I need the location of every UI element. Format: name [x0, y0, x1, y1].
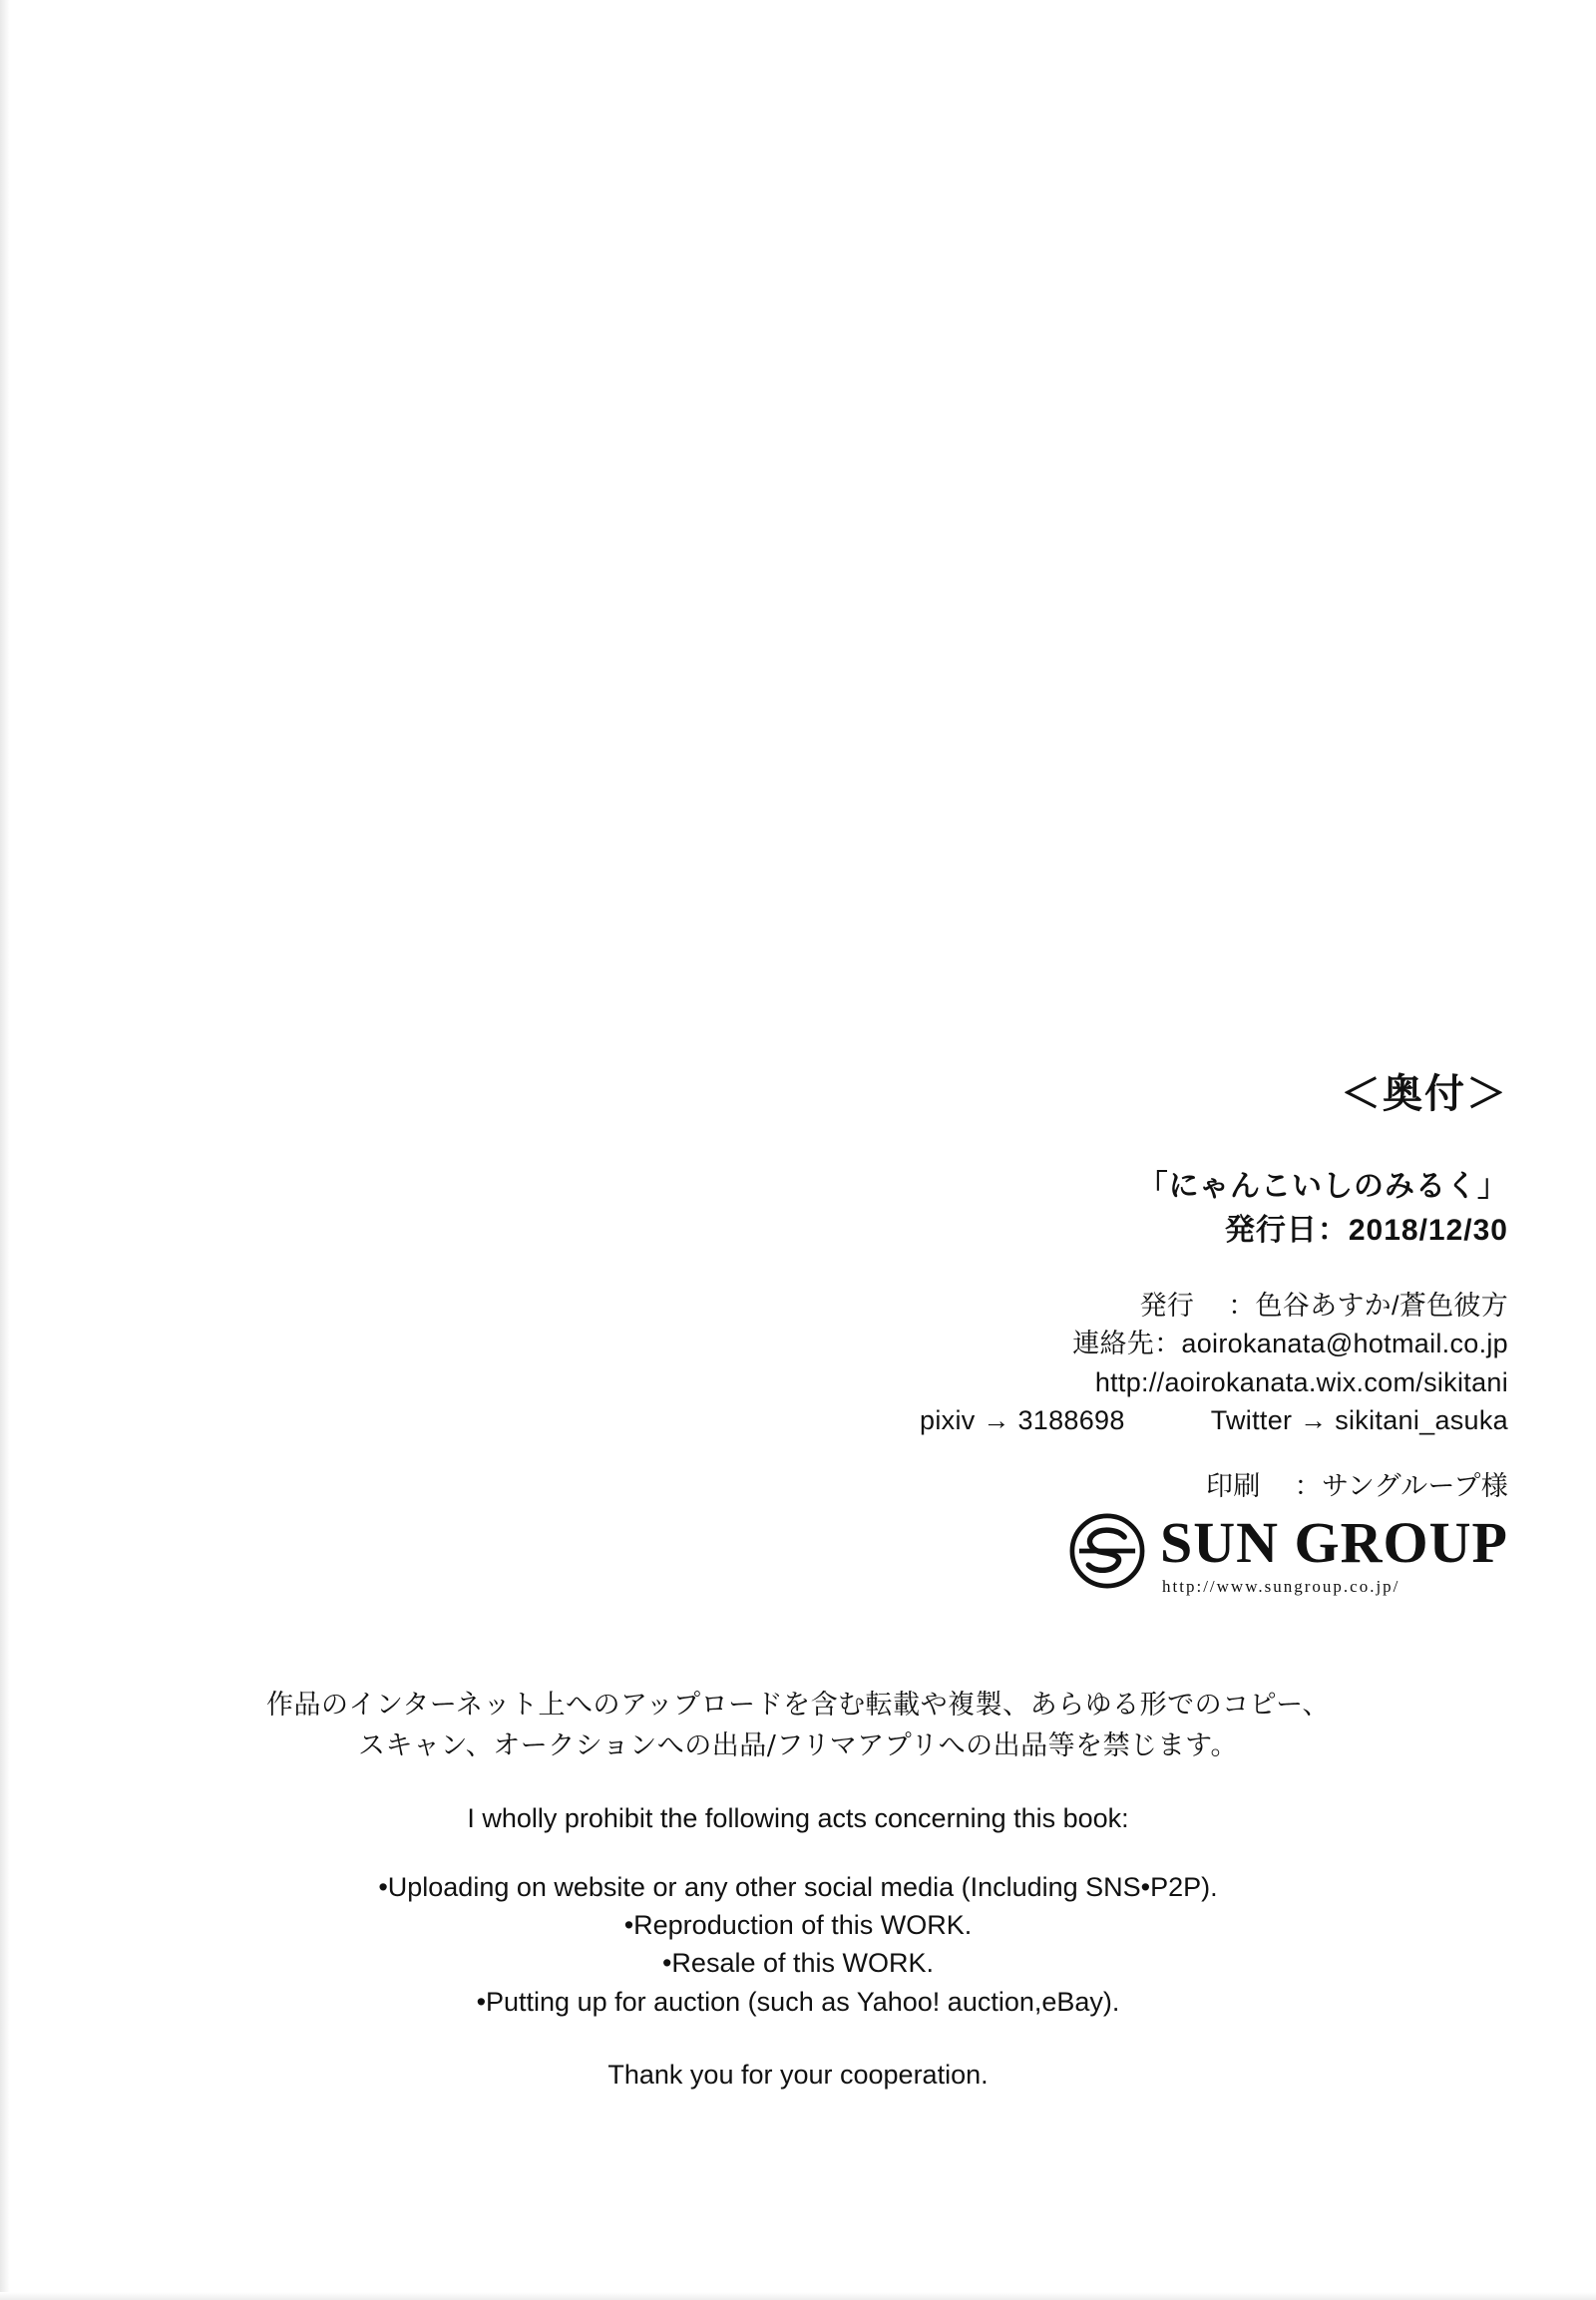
publisher-row	[511, 1287, 1508, 1325]
sun-group-wordmark-wrap	[1160, 1512, 1508, 1595]
website-row	[511, 1363, 1508, 1401]
notice-prohibited-list	[0, 1868, 1596, 2021]
sun-group-logo	[511, 1512, 1508, 1595]
credits-block	[511, 1287, 1508, 1439]
printer-value: ：サングループ様	[1294, 1471, 1508, 1502]
list-item: •Putting up for auction (such as Yahoo! auction,eBay).	[476, 1986, 1120, 2017]
list-item: •Uploading on website or any other social media (Including SNS•P2P).	[378, 1871, 1218, 1902]
contact-label: 連絡先	[1072, 1329, 1155, 1359]
list-item: •Reproduction of this WORK.	[623, 1910, 973, 1941]
page-bottom-edge-shading	[0, 2292, 1596, 2300]
colophon-heading: ＜奥付＞	[1341, 1072, 1508, 1116]
contact-row	[511, 1325, 1508, 1362]
pixiv-handle: pixiv → 3188698	[920, 1404, 1125, 1435]
twitter-handle: Twitter → sikitani_asuka	[1210, 1404, 1508, 1435]
social-row	[511, 1401, 1508, 1439]
notice-japanese	[0, 1686, 1596, 1766]
notice-jp-line-2: スキャン、オークションへの出品/フリマアプリへの出品等を禁じます。	[357, 1729, 1239, 1761]
publisher-value: ：色谷あすか/蒼色彼方	[1228, 1291, 1508, 1321]
sun-group-url: http://www.sungroup.co.jp/	[1162, 1577, 1400, 1597]
notice-jp-line-1: 作品のインターネット上へのアップロードを含む転載や複製、あらゆる形でのコピー、	[265, 1690, 1331, 1721]
colophon-block	[511, 1072, 1508, 1595]
sun-group-wordmark: SUN GROUP	[1160, 1510, 1508, 1576]
notice-english-heading: I wholly prohibit the following acts concerning this book:	[467, 1803, 1129, 1833]
prohibition-notice	[0, 1686, 1596, 2095]
printer-row	[511, 1469, 1508, 1504]
list-item: •Resale of this WORK.	[661, 1948, 935, 1979]
notice-thanks: Thank you for your cooperation.	[607, 2060, 989, 2091]
printer-label: 印刷	[1206, 1471, 1261, 1502]
publication-date: 発行日：2018/12/30	[1224, 1213, 1508, 1247]
website-url: http://aoirokanata.wix.com/sikitani	[1094, 1366, 1508, 1397]
contact-value: ：aoirokanata@hotmail.co.jp	[1154, 1329, 1508, 1359]
work-title: 「にゃんこいしのみるく」	[1137, 1170, 1508, 1203]
publisher-label: 発行	[1139, 1291, 1195, 1321]
sun-group-emblem-icon	[1068, 1512, 1146, 1590]
